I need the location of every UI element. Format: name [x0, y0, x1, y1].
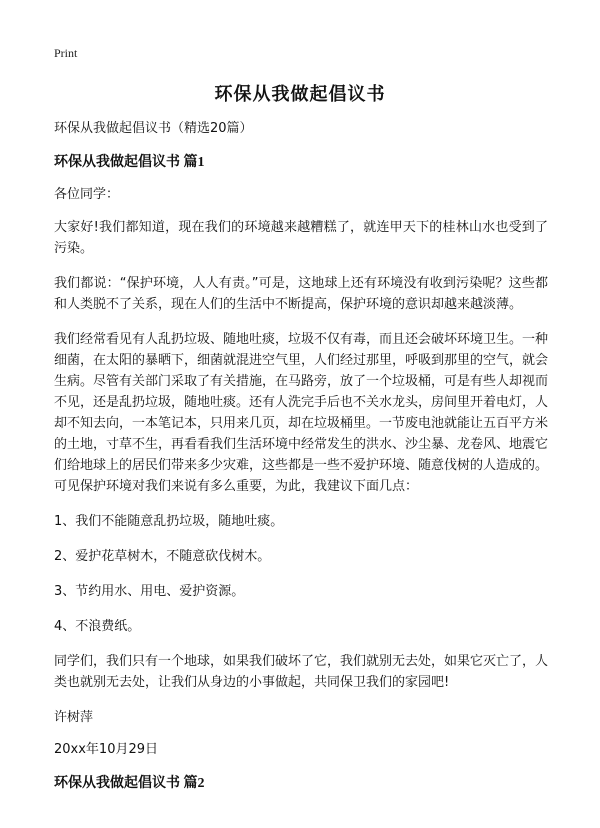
print-label: Print	[54, 46, 78, 60]
suggestion-item-2: 2、爱护花草树木，不随意砍伐树木。	[54, 549, 271, 564]
paragraph-problems: 我们经常看见有人乱扔垃圾、随地吐痰，垃圾不仅有毒，而且还会破坏环境卫生。一种细菌，在太阳的暴晒下，细菌就混进空气里，人们经过那里，呼吸到那里的空气，就会生病。尽管有关部门采取了有关措施，在马路旁，放了一个垃圾桶，可是有些人却视而不见，还是乱扔垃圾，随地吐痰。还有人洗完手后也不关水龙头，房间里开着电灯，人却不知去向，一本笔记本，只用来几页，却在垃圾桶里。一节废电池就能让五百平方米的土地，寸草不生，再看看我们生活环境中经常发生的洪水、沙尘暴、龙卷风、地震它们给地球上的居民们带来多少灾难，这些都是一些不爱护环境、随意伐树的人造成的。可见保护环境对我们来说有多么重要，为此，我建议下面几点：	[54, 332, 549, 494]
suggestion-item-1: 1、我们不能随意乱扔垃圾，随地吐痰。	[54, 514, 284, 529]
closing-paragraph: 同学们，我们只有一个地球，如果我们破坏了它，我们就别无去处，如果它灭亡了，人类也就别无去处，让我们从身边的小事做起，共同保卫我们的家园吧!	[54, 654, 549, 690]
signature: 许树萍	[54, 710, 94, 725]
date: 20xx年10月29日	[54, 742, 159, 757]
document-body	[54, 118, 548, 805]
paragraph-responsibility: 我们都说：“保护环境，人人有责。”可是，这地球上还有环境没有收到污染呢？这些都和人类脱不了关系，现在人们的生活中不断提高，保护环境的意识却越来越淡薄。	[54, 276, 548, 312]
document-subtitle: 环保从我做起倡议书（精选20篇）	[54, 121, 253, 136]
paragraph-intro: 大家好!我们都知道，现在我们的环境越来越糟糕了，就连甲天下的桂林山水也受到了污染。	[54, 220, 548, 256]
greeting: 各位同学：	[54, 187, 120, 202]
document-title: 环保从我做起倡议书	[214, 84, 386, 105]
suggestion-item-4: 4、不浪费纸。	[54, 619, 141, 634]
section-heading-2: 环保从我做起倡议书 篇2	[54, 776, 205, 791]
section-heading-1: 环保从我做起倡议书 篇1	[54, 155, 205, 170]
suggestion-item-3: 3、节约用水、用电、爱护资源。	[54, 584, 245, 599]
